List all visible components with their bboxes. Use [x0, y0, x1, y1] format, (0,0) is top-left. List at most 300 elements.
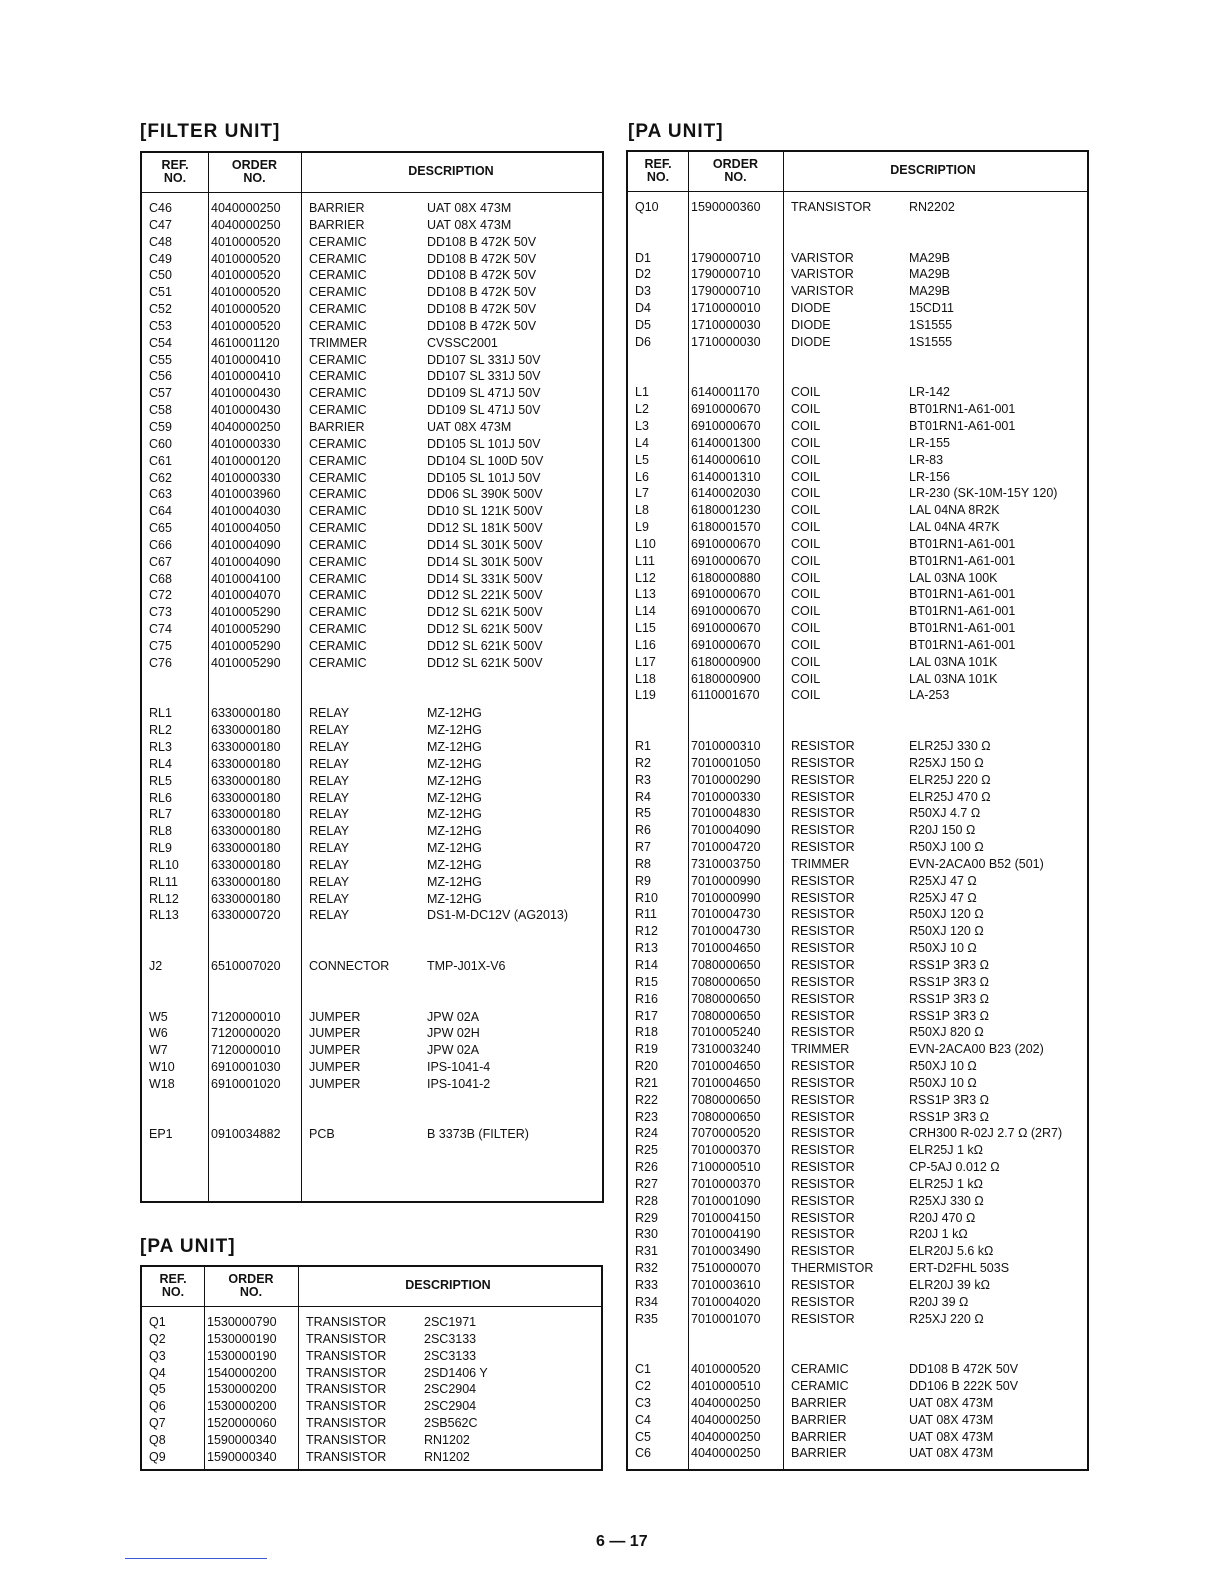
order-number-cell: 7070000520: [691, 1126, 761, 1141]
part-type-cell: CERAMIC: [309, 234, 367, 249]
ref-cell: Q2: [149, 1331, 166, 1346]
part-spec-cell: BT01RN1-A61-001: [909, 587, 1016, 602]
ref-cell: C1: [635, 1362, 651, 1377]
table-row: [142, 655, 602, 672]
ref-cell: Q5: [149, 1382, 166, 1397]
table-header: [628, 152, 1087, 192]
table-row: [142, 1449, 601, 1466]
table-row: [142, 924, 602, 941]
ref-cell: W18: [149, 1076, 175, 1091]
ref-cell: RL5: [149, 773, 172, 788]
part-spec-cell: JPW 02H: [427, 1026, 480, 1041]
part-type-cell: COIL: [791, 604, 821, 619]
part-spec-cell: BT01RN1-A61-001: [909, 621, 1016, 636]
order-number-cell: 7010000370: [691, 1176, 761, 1191]
order-number-cell: 4010000510: [691, 1379, 761, 1394]
table-row: [142, 520, 602, 537]
part-type-cell: CERAMIC: [309, 571, 367, 586]
order-number-cell: 7120000020: [211, 1026, 281, 1041]
order-number-cell: 6910000670: [691, 402, 761, 417]
table-row: [628, 334, 1087, 351]
part-spec-cell: ELR25J 470 Ω: [909, 789, 991, 804]
part-spec-cell: R25XJ 220 Ω: [909, 1311, 984, 1326]
part-spec-cell: DD108 B 472K 50V: [427, 318, 537, 333]
order-number-cell: 6910000670: [691, 536, 761, 551]
part-spec-cell: DS1-M-DC12V (AG2013): [427, 908, 569, 923]
part-spec-cell: LAL 03NA 101K: [909, 654, 998, 669]
part-type-cell: CERAMIC: [309, 622, 367, 637]
part-spec-cell: LR-156: [909, 469, 950, 484]
part-type-cell: CONNECTOR: [309, 958, 390, 973]
part-spec-cell: MA29B: [909, 267, 950, 282]
ref-cell: R19: [635, 1042, 658, 1057]
ref-cell: C73: [149, 605, 172, 620]
header-order: ORDER: [228, 1272, 274, 1286]
order-number-cell: 7010003610: [691, 1278, 761, 1292]
table-row: [628, 1041, 1087, 1058]
part-type-cell: TRANSISTOR: [306, 1331, 387, 1346]
part-type-cell: COIL: [791, 587, 821, 602]
part-spec-cell: B 3373B (FILTER): [427, 1127, 529, 1142]
table-row: [142, 1381, 601, 1398]
order-number-cell: 6110001670: [691, 688, 760, 703]
part-type-cell: COIL: [791, 671, 821, 686]
order-number-cell: 4040000250: [211, 217, 281, 232]
table-row: [142, 453, 602, 470]
ref-cell: Q3: [149, 1348, 166, 1363]
order-number-cell: 7010001050: [691, 755, 761, 770]
order-number-cell: 7510000070: [691, 1261, 761, 1276]
part-spec-cell: EVN-2ACA00 B52 (501): [909, 856, 1044, 871]
ref-cell: R9: [635, 873, 651, 888]
ref-cell: R20: [635, 1059, 658, 1074]
part-spec-cell: DD12 SL 621K 500V: [427, 622, 543, 637]
ref-cell: Q8: [149, 1432, 166, 1447]
part-spec-cell: MA29B: [909, 284, 950, 299]
part-spec-cell: R25XJ 330 Ω: [909, 1193, 984, 1208]
table-row: [142, 1126, 602, 1143]
part-type-cell: TRANSISTOR: [306, 1382, 387, 1397]
table-row: [628, 1142, 1087, 1159]
part-spec-cell: MZ-12HG: [427, 706, 482, 721]
ref-cell: C72: [149, 588, 172, 603]
part-type-cell: RESISTOR: [791, 823, 855, 838]
table-row: [142, 284, 602, 301]
part-spec-cell: DD105 SL 101J 50V: [427, 470, 541, 485]
ref-cell: R12: [635, 924, 658, 939]
table-row: [628, 233, 1087, 250]
order-number-cell: 1540000200: [207, 1365, 277, 1380]
ref-cell: D5: [635, 317, 651, 332]
part-spec-cell: DD14 SL 331K 500V: [427, 571, 543, 586]
order-number-cell: 4040000250: [211, 201, 281, 215]
part-spec-cell: IPS-1041-4: [427, 1060, 491, 1075]
ref-cell: RL9: [149, 841, 172, 856]
order-number-cell: 7080000650: [691, 1092, 761, 1107]
table-row: [142, 874, 602, 891]
table-row: [628, 1125, 1087, 1142]
part-spec-cell: LAL 03NA 101K: [909, 671, 998, 686]
part-spec-cell: RN1202: [424, 1449, 470, 1464]
part-spec-cell: R50XJ 100 Ω: [909, 840, 984, 855]
header-description: DESCRIPTION: [405, 1278, 491, 1292]
part-type-cell: RESISTOR: [791, 1092, 855, 1107]
ref-cell: Q4: [149, 1365, 166, 1380]
part-type-cell: BARRIER: [791, 1395, 847, 1410]
table-row: [142, 251, 602, 268]
part-type-cell: COIL: [791, 402, 821, 417]
part-spec-cell: DD108 B 472K 50V: [909, 1362, 1019, 1377]
part-spec-cell: 2SB562C: [424, 1416, 478, 1431]
part-type-cell: BARRIER: [791, 1446, 847, 1461]
part-spec-cell: CP-5AJ 0.012 Ω: [909, 1160, 1000, 1175]
part-spec-cell: MZ-12HG: [427, 841, 482, 856]
part-spec-cell: R50XJ 120 Ω: [909, 907, 984, 922]
part-spec-cell: DD108 B 472K 50V: [427, 268, 537, 283]
part-type-cell: CERAMIC: [309, 537, 367, 552]
ref-cell: R15: [635, 974, 658, 989]
part-type-cell: JUMPER: [309, 1009, 361, 1024]
part-spec-cell: R25XJ 47 Ω: [909, 873, 977, 888]
part-spec-cell: DD108 B 472K 50V: [427, 251, 537, 266]
order-number-cell: 7080000650: [691, 974, 761, 989]
ref-cell: RL10: [149, 857, 179, 872]
part-spec-cell: MZ-12HG: [427, 740, 482, 754]
part-type-cell: TRANSISTOR: [306, 1449, 387, 1464]
table-row: [628, 570, 1087, 587]
part-type-cell: JUMPER: [309, 1026, 361, 1041]
ref-cell: C49: [149, 251, 172, 266]
part-spec-cell: DD107 SL 331J 50V: [427, 352, 541, 367]
table-row: [142, 352, 602, 369]
ref-cell: L4: [635, 435, 649, 450]
ref-cell: C53: [149, 318, 172, 333]
part-spec-cell: 2SD1406 Y: [424, 1365, 488, 1380]
part-spec-cell: ELR20J 39 kΩ: [909, 1278, 990, 1292]
part-spec-cell: JPW 02A: [427, 1043, 480, 1058]
part-type-cell: RESISTOR: [791, 873, 855, 888]
ref-cell: RL13: [149, 908, 179, 923]
part-spec-cell: LAL 04NA 4R7K: [909, 520, 1000, 535]
ref-cell: R21: [635, 1075, 658, 1090]
table-row: [628, 923, 1087, 940]
table-row: [628, 317, 1087, 334]
part-type-cell: RESISTOR: [791, 1126, 855, 1141]
order-number-cell: 4010000520: [211, 268, 281, 283]
part-spec-cell: UAT 08X 473M: [909, 1395, 994, 1410]
ref-cell: W6: [149, 1026, 168, 1041]
part-type-cell: CERAMIC: [309, 285, 367, 300]
order-number-cell: 6140002030: [691, 486, 761, 501]
ref-cell: L8: [635, 503, 649, 518]
order-number-cell: 6330000180: [211, 874, 281, 889]
part-spec-cell: RSS1P 3R3 Ω: [909, 1109, 989, 1124]
part-spec-cell: RN1202: [424, 1432, 470, 1447]
table-row: [142, 1042, 602, 1059]
ref-cell: D3: [635, 284, 651, 299]
table-row: [628, 1277, 1087, 1294]
part-type-cell: COIL: [791, 452, 821, 467]
table-row: [628, 738, 1087, 755]
ref-cell: L7: [635, 486, 649, 501]
part-spec-cell: RSS1P 3R3 Ω: [909, 1008, 989, 1023]
ref-cell: R27: [635, 1176, 658, 1191]
order-number-cell: 1790000710: [691, 250, 761, 265]
ref-cell: L9: [635, 520, 649, 535]
part-spec-cell: TMP-J01X-V6: [427, 958, 506, 973]
table-row: [142, 1009, 602, 1026]
table-row: [628, 1260, 1087, 1277]
ref-cell: R28: [635, 1193, 658, 1208]
order-number-cell: 1520000060: [207, 1416, 277, 1431]
part-spec-cell: DD12 SL 621K 500V: [427, 638, 543, 653]
ref-cell: R22: [635, 1092, 658, 1107]
part-type-cell: TRANSISTOR: [306, 1399, 387, 1414]
part-spec-cell: R20J 470 Ω: [909, 1210, 976, 1225]
order-number-cell: 7120000010: [211, 1043, 281, 1058]
ref-cell: R6: [635, 823, 651, 838]
part-spec-cell: IPS-1041-2: [427, 1076, 491, 1091]
order-number-cell: 4010000430: [211, 386, 281, 401]
part-spec-cell: 2SC1971: [424, 1315, 477, 1329]
table-row: [142, 1076, 602, 1093]
table-row: [142, 672, 602, 689]
order-number-cell: 6180000900: [691, 671, 761, 686]
table-row: [628, 351, 1087, 368]
ref-cell: C62: [149, 470, 172, 485]
ref-cell: R10: [635, 890, 658, 905]
part-type-cell: RESISTOR: [791, 941, 855, 956]
part-type-cell: TRANSISTOR: [306, 1348, 387, 1363]
ref-cell: C59: [149, 419, 172, 434]
ref-cell: C5: [635, 1429, 651, 1444]
part-type-cell: RELAY: [309, 790, 350, 805]
part-type-cell: CERAMIC: [309, 386, 367, 401]
order-number-cell: 1710000030: [691, 317, 761, 332]
table-row: [628, 536, 1087, 553]
part-type-cell: CERAMIC: [309, 487, 367, 502]
table-row: [142, 688, 602, 705]
ref-cell: R5: [635, 806, 651, 821]
ref-cell: C63: [149, 487, 172, 502]
part-spec-cell: BT01RN1-A61-001: [909, 604, 1016, 619]
ref-cell: J2: [149, 958, 163, 973]
part-type-cell: RELAY: [309, 723, 350, 738]
order-number-cell: 4010005290: [211, 605, 281, 620]
order-number-cell: 7010004650: [691, 1075, 761, 1090]
part-spec-cell: DD104 SL 100D 50V: [427, 453, 544, 468]
table-row: [142, 385, 602, 402]
order-number-cell: 1710000030: [691, 334, 761, 349]
part-type-cell: COIL: [791, 385, 821, 400]
ref-cell: D4: [635, 301, 651, 316]
order-number-cell: 7010005240: [691, 1025, 761, 1040]
ref-cell: RL8: [149, 824, 172, 839]
part-type-cell: COIL: [791, 553, 821, 568]
part-type-cell: COIL: [791, 520, 821, 535]
order-number-cell: 7010004730: [691, 924, 761, 939]
table-row: [628, 654, 1087, 671]
page-number: 6 — 17: [596, 1533, 648, 1550]
table-row: [628, 1058, 1087, 1075]
part-type-cell: COIL: [791, 418, 821, 433]
part-type-cell: RELAY: [309, 773, 350, 788]
part-type-cell: CERAMIC: [309, 403, 367, 418]
ref-cell: R32: [635, 1261, 658, 1276]
order-number-cell: 4010000430: [211, 403, 281, 418]
part-spec-cell: MA29B: [909, 250, 950, 265]
table-row: [628, 1328, 1087, 1345]
order-number-cell: 1530000790: [207, 1315, 277, 1329]
part-type-cell: CERAMIC: [309, 638, 367, 653]
order-number-cell: 6330000180: [211, 706, 281, 721]
part-type-cell: VARISTOR: [791, 284, 854, 299]
ref-cell: L18: [635, 671, 656, 686]
order-number-cell: 7010004090: [691, 823, 761, 838]
order-number-cell: 7010000990: [691, 873, 761, 888]
order-number-cell: 7010001070: [691, 1311, 761, 1326]
ref-cell: RL4: [149, 756, 172, 771]
part-spec-cell: 1S1555: [909, 317, 953, 332]
ref-cell: R8: [635, 856, 651, 871]
pa-unit-right-table: [626, 150, 1089, 1471]
part-spec-cell: DD105 SL 101J 50V: [427, 436, 541, 451]
part-spec-cell: R50XJ 10 Ω: [909, 1075, 977, 1090]
order-number-cell: 6180001230: [691, 503, 761, 518]
part-spec-cell: LR-142: [909, 385, 950, 400]
part-spec-cell: EVN-2ACA00 B23 (202): [909, 1042, 1044, 1057]
part-type-cell: COIL: [791, 435, 821, 450]
part-spec-cell: CVSSC2001: [427, 335, 498, 350]
part-spec-cell: R50XJ 820 Ω: [909, 1025, 984, 1040]
order-number-cell: 4010005290: [211, 655, 281, 670]
table-row: [142, 419, 602, 436]
part-spec-cell: R20J 39 Ω: [909, 1294, 969, 1309]
part-spec-cell: DD14 SL 301K 500V: [427, 537, 543, 552]
part-spec-cell: 15CD11: [909, 301, 954, 316]
part-spec-cell: RSS1P 3R3 Ω: [909, 991, 989, 1006]
order-number-cell: 7120000010: [211, 1009, 281, 1024]
order-number-cell: 6180001570: [691, 520, 761, 535]
ref-cell: C58: [149, 403, 172, 418]
part-type-cell: JUMPER: [309, 1076, 361, 1091]
part-type-cell: THERMISTOR: [791, 1261, 874, 1276]
part-type-cell: CERAMIC: [309, 251, 367, 266]
part-spec-cell: BT01RN1-A61-001: [909, 536, 1016, 551]
table-body: [628, 199, 1087, 1462]
part-spec-cell: BT01RN1-A61-001: [909, 553, 1016, 568]
part-type-cell: RESISTOR: [791, 1008, 855, 1023]
table-row: [142, 1093, 602, 1110]
table-row: [628, 637, 1087, 654]
part-type-cell: RELAY: [309, 706, 350, 721]
ref-cell: EP1: [149, 1127, 173, 1142]
ref-cell: C76: [149, 655, 172, 670]
order-number-cell: 4610001120: [211, 335, 280, 350]
ref-cell: RL1: [149, 706, 172, 721]
ref-cell: R1: [635, 739, 651, 753]
table-row: [142, 537, 602, 554]
part-type-cell: RESISTOR: [791, 1311, 855, 1326]
table-row: [628, 755, 1087, 772]
part-spec-cell: MZ-12HG: [427, 790, 482, 805]
part-spec-cell: UAT 08X 473M: [909, 1412, 994, 1427]
table-row: [628, 772, 1087, 789]
order-number-cell: 1530000200: [207, 1382, 277, 1397]
table-row: [628, 906, 1087, 923]
ref-cell: L14: [635, 604, 656, 619]
part-spec-cell: ELR20J 5.6 kΩ: [909, 1244, 994, 1259]
table-header: [142, 1267, 601, 1307]
ref-cell: R11: [635, 907, 658, 922]
part-type-cell: TRANSISTOR: [306, 1365, 387, 1380]
part-type-cell: RESISTOR: [791, 1025, 855, 1040]
table-row: [142, 587, 602, 604]
table-row: [628, 553, 1087, 570]
ref-cell: R26: [635, 1160, 658, 1175]
header-order-no: NO.: [239, 1285, 263, 1299]
part-spec-cell: MZ-12HG: [427, 857, 482, 872]
part-type-cell: RESISTOR: [791, 924, 855, 939]
part-type-cell: JUMPER: [309, 1043, 361, 1058]
ref-cell: R34: [635, 1294, 658, 1309]
part-spec-cell: MZ-12HG: [427, 773, 482, 788]
table-row: [142, 958, 602, 975]
table-row: [142, 1331, 601, 1348]
part-spec-cell: DD06 SL 390K 500V: [427, 487, 543, 502]
ref-cell: C47: [149, 217, 172, 232]
filter-unit-title: [FILTER UNIT]: [140, 121, 281, 142]
part-spec-cell: MZ-12HG: [427, 723, 482, 738]
part-spec-cell: MZ-12HG: [427, 824, 482, 839]
part-spec-cell: RN2202: [909, 200, 955, 214]
part-spec-cell: ELR25J 330 Ω: [909, 739, 991, 753]
table-row: [142, 1415, 601, 1432]
order-number-cell: 7010000990: [691, 890, 761, 905]
part-spec-cell: R20J 1 kΩ: [909, 1227, 968, 1242]
order-number-cell: 4010000120: [211, 453, 281, 468]
order-number-cell: 6330000180: [211, 807, 281, 822]
table-row: [142, 301, 602, 318]
part-spec-cell: DD108 B 472K 50V: [427, 234, 537, 249]
order-number-cell: 7080000650: [691, 991, 761, 1006]
part-spec-cell: LAL 04NA 8R2K: [909, 503, 1000, 518]
order-number-cell: 7010000370: [691, 1143, 761, 1158]
ref-cell: C3: [635, 1395, 651, 1410]
part-spec-cell: ELR25J 220 Ω: [909, 772, 991, 787]
part-type-cell: RESISTOR: [791, 1143, 855, 1158]
ref-cell: C55: [149, 352, 172, 367]
order-number-cell: 4010000520: [211, 318, 281, 333]
part-type-cell: RESISTOR: [791, 755, 855, 770]
part-type-cell: CERAMIC: [309, 521, 367, 536]
header-ref-no: NO.: [163, 171, 187, 185]
table-row: [142, 470, 602, 487]
ref-cell: D6: [635, 334, 651, 349]
header-ref: REF.: [159, 1272, 187, 1286]
table-row: [142, 554, 602, 571]
table-row: [142, 907, 602, 924]
table-row: [628, 435, 1087, 452]
ref-cell: R16: [635, 991, 658, 1006]
part-spec-cell: DD10 SL 121K 500V: [427, 504, 543, 519]
order-number-cell: 4040000250: [691, 1429, 761, 1444]
table-row: [142, 217, 602, 234]
order-number-cell: 4010000330: [211, 470, 281, 485]
order-number-cell: 7080000650: [691, 1008, 761, 1023]
ref-cell: C65: [149, 521, 172, 536]
header-description: DESCRIPTION: [408, 164, 494, 178]
